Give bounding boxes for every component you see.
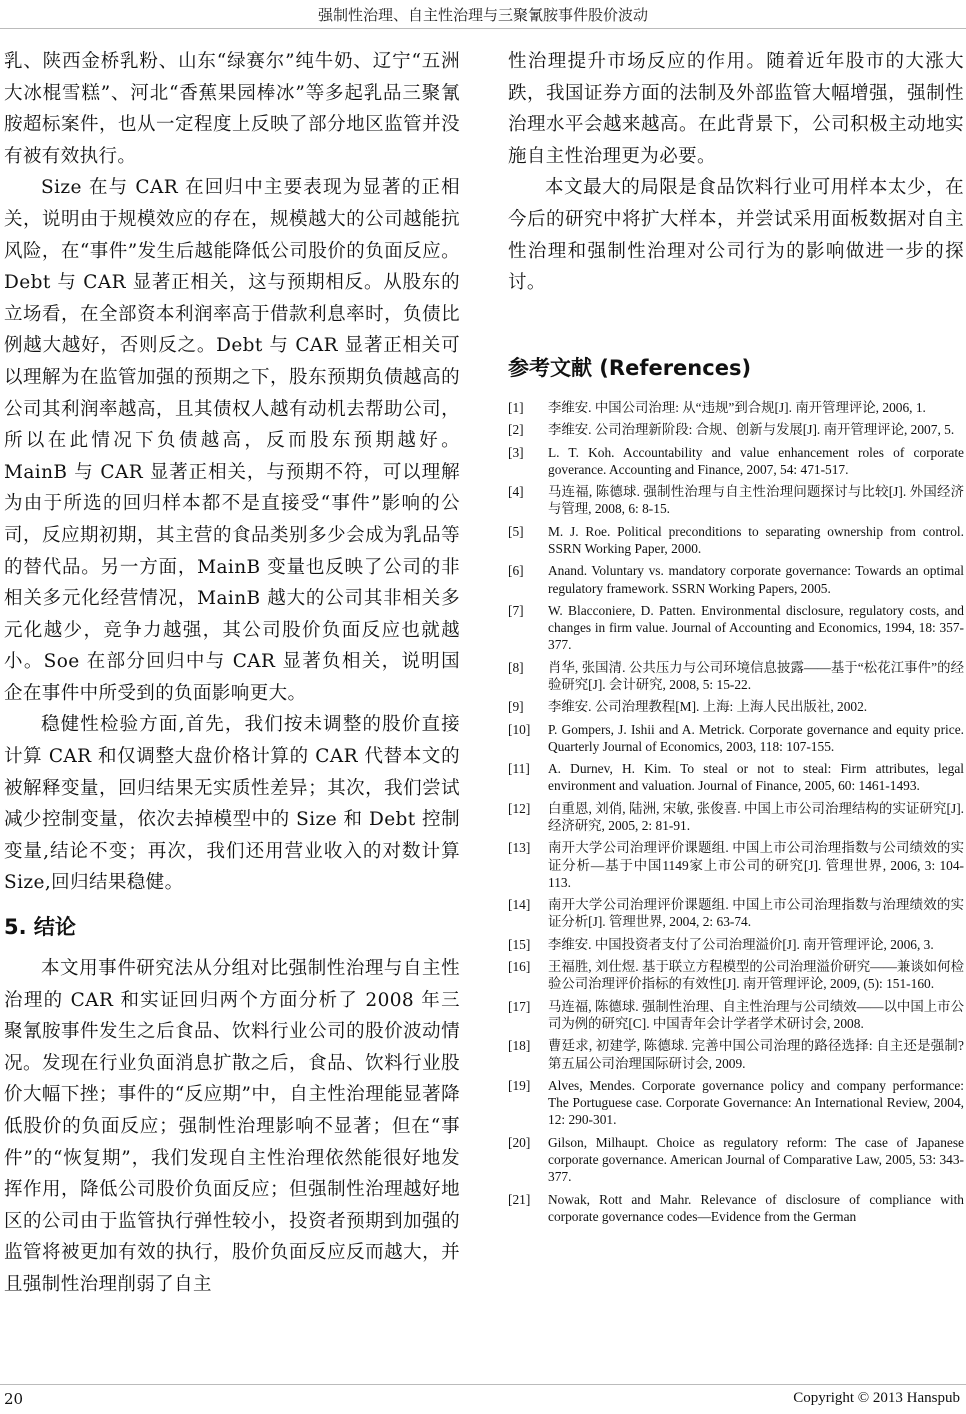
conclusion-paragraph: 本文用事件研究法从分组对比强制性治理与自主性治理的 CAR 和实证回归两个方面分析了 2008 年三聚氰胺事件发生之后食品、饮料行业公司的股价波动情况。发现在行业负面消息扩散之后，食品、饮料行业股价大幅下挫；事件的“反应期”中，自主性治理能显著降低股价的负面反应；强制性治理影响不显著；但在“事件”的“恢复期”，我们发现自主性治理依然能很好地发挥作用，降低公司股价负面反应；但强制性治理越好地区的公司由于监管执行弹性较小，投资者预期到加强的监管将被更加有效的执行，股价负面反应反而越大，并且强制性治理削弱了自主: [4, 958, 460, 1295]
reference-item: [508, 721, 964, 755]
section-title-conclusion: 5. 结论: [4, 915, 76, 940]
reference-item: [508, 444, 964, 478]
reference-item: [508, 936, 964, 953]
reference-text: 白重恩, 刘俏, 陆洲, 宋敏, 张俊喜. 中国上市公司治理结构的实证研究[J]. 经济研究, 2005, 2: 81-91.: [548, 800, 964, 834]
body-paragraph: 本文最大的局限是食品饮料行业可用样本太少，在今后的研究中将扩大样本，并尝试采用面板数据对自主性治理和强制性治理对公司行为的影响做进一步的探讨。: [508, 177, 964, 294]
reference-item: [508, 421, 964, 438]
reference-item: [508, 698, 964, 715]
reference-text: 曹廷求, 初建学, 陈德球. 完善中国公司治理的路径选择: 自主还是强制? 第五届公司治理国际研讨会, 2009.: [548, 1038, 964, 1071]
right-column: [508, 46, 964, 1376]
reference-number: [2]: [508, 422, 524, 438]
reference-number: [1]: [508, 399, 524, 415]
reference-item: [508, 1077, 964, 1129]
reference-text: 李维安. 中国投资者支付了公司治理溢价[J]. 南开管理评论, 2006, 3.: [548, 936, 934, 952]
reference-number: [5]: [508, 523, 524, 539]
page-number: 20: [4, 1390, 24, 1408]
reference-item: [508, 523, 964, 557]
reference-number: [8]: [508, 659, 524, 675]
reference-text: 李维安. 公司治理新阶段: 合规、创新与发展[J]. 南开管理评论, 2007, 5.: [548, 422, 955, 438]
reference-item: [508, 760, 964, 794]
reference-text: L. T. Koh. Accountability and value enhancement roles of corporate goverance. Accounting and Finance, 2007, 54: 471-517.: [548, 444, 964, 477]
body-paragraph: Size 在与 CAR 在回归中主要表现为显著的正相关，说明由于规模效应的存在，规模越大的公司越能抗风险，在“事件”发生后越能降低公司股价的负面反应。Debt 与 CAR 显著正相关，这与预期相反。从股东的立场看，在全部资本利润率高于借款利息率时，负债比例越大越好，否则反之。Debt 与 CAR 显著正相关可以理解为在监管加强的预期之下，股东预期负债越高的公司其利润率越高，且其债权人越有动机去帮助公司，所以在此情况下负债越高，反而股东预期越好。MainB 与 CAR 显著正相关，与预期不符，可以理解为由于所选的回归样本都不是直接受“事件”影响的公司，反应期初期，其主营的食品类别多少会成为乳品等的替代品。另一方面，MainB 变量也反映了公司的非相关多元化经营情况，MainB 越大的公司其非相关多元化越少，竞争力越强，其公司股价负面反应也就越小。Soe 在部分回归中与 CAR 显著负相关，说明国企在事件中所受到的负面影响更大。: [4, 177, 460, 704]
reference-text: 肖华, 张国清. 公共压力与公司环境信息披露——基于“松花江事件”的经验研究[J]. 会计研究, 2008, 5: 15-22.: [548, 659, 964, 692]
reference-text: A. Durnev, H. Kim. To steal or not to steal: Firm attributes, legal environment and valuation. Journal of Finance, 2005, 60: 1461-1493.: [548, 761, 964, 794]
reference-text: M. J. Roe. Political preconditions to separating ownership from control. SSRN Working Paper, 2000.: [548, 523, 964, 556]
reference-number: [10]: [508, 721, 531, 737]
body-paragraph: 性治理提升市场反应的作用。随着近年股市的大涨大跌，我国证券方面的法制及外部监管大幅增强，强制性治理水平会越来越高。在此背景下，公司积极主动地实施自主性治理更为必要。: [508, 51, 964, 167]
reference-text: W. Blacconiere, D. Patten. Environmental disclosure, regulatory costs, and changes in firm value. Journal of Accounting and Economics, 1994, 18: 357-377.: [548, 602, 964, 653]
reference-number: [3]: [508, 444, 524, 460]
copyright-notice: Copyright © 2013 Hanspub: [793, 1390, 960, 1406]
running-title: 强制性治理、自主性治理与三聚氰胺事件股价波动: [317, 6, 648, 24]
reference-number: [14]: [508, 897, 531, 913]
body-paragraph: 稳健性检验方面,首先，我们按未调整的股价直接计算 CAR 和仅调整大盘价格计算的 CAR 代替本文的被解释变量，回归结果无实质性差异；其次，我们尝试减少控制变量，依次去掉模型中的 Size 和 Debt 控制变量,结论不变；再次，我们还用营业收入的对数计算 Size,回归结果稳健。: [4, 714, 460, 894]
reference-text: 南开大学公司治理评价课题组. 中国上市公司治理指数与公司绩效的实证分析—基于中国1149家上市公司的研究[J]. 管理世界, 2006, 3: 104-113.: [548, 840, 964, 890]
body-paragraph: 乳、陕西金桥乳粉、山东“绿赛尔”纯牛奶、辽宁“五洲大冰棍雪糕”、河北“香蕉果园棒冰”等多起乳品三聚氰胺超标案件，也从一定程度上反映了部分地区监管并没有被有效执行。: [4, 51, 460, 167]
reference-item: [508, 800, 964, 834]
reference-item: [508, 1191, 964, 1225]
reference-text: Gilson, Milhaupt. Choice as regulatory reform: The case of Japanese corporate governance. American Journal of Comparative Law, 2005, 53: 343-377.: [548, 1134, 964, 1185]
reference-number: [13]: [508, 840, 531, 856]
reference-number: [15]: [508, 936, 531, 952]
reference-text: 马连福, 陈德球. 强制性治理与自主性治理问题探讨与比较[J]. 外国经济与管理, 2008, 6: 8-15.: [548, 484, 964, 517]
reference-item: [508, 602, 964, 654]
reference-item: [508, 483, 964, 517]
reference-number: [9]: [508, 699, 524, 715]
reference-item: [508, 399, 964, 416]
reference-text: 李维安. 公司治理教程[M]. 上海: 上海人民出版社, 2002.: [548, 699, 868, 715]
reference-item: [508, 1134, 964, 1186]
reference-text: 马连福, 陈德球. 强制性治理、自主性治理与公司绩效——以中国上市公司为例的研究[C]. 中国青年会计学者学术研讨会, 2008.: [548, 998, 964, 1032]
reference-number: [21]: [508, 1191, 531, 1207]
reference-number: [11]: [508, 761, 530, 777]
reference-text: 李维安. 中国公司治理: 从“违规”到合规[J]. 南开管理评论, 2006, 1.: [548, 399, 926, 415]
left-column: [4, 46, 460, 1376]
reference-number: [12]: [508, 800, 531, 816]
reference-item: [508, 1037, 964, 1071]
reference-text: 南开大学公司治理评价课题组. 中国上市公司治理指数与治理绩效的实证分析[J]. 管理世界, 2004, 2: 63-74.: [548, 897, 964, 930]
reference-number: [16]: [508, 959, 531, 975]
reference-item: [508, 998, 964, 1032]
reference-text: P. Gompers, J. Ishii and A. Metrick. Corporate governance and equity price. Quarterly Journal of Economics, 2003, 118: 107-155.: [548, 721, 964, 754]
reference-number: [4]: [508, 484, 524, 500]
reference-number: [6]: [508, 563, 524, 579]
reference-item: [508, 896, 964, 930]
reference-text: 王福胜, 刘仕煜. 基于联立方程模型的公司治理溢价研究——兼谈如何检验公司治理评价指标的有效性[J]. 南开管理评论, 2009, (5): 151-160.: [548, 959, 964, 992]
reference-item: [508, 562, 964, 596]
reference-text: Anand. Voluntary vs. mandatory corporate governance: Towards an optimal regulatory framework. SSRN Working Papers, 2005.: [548, 563, 964, 596]
reference-item: [508, 839, 964, 891]
header-rule: [0, 28, 966, 29]
references-title: 参考文献 (References): [508, 355, 752, 380]
reference-number: [18]: [508, 1038, 531, 1054]
reference-text: Alves, Mendes. Corporate governance policy and company performance: The Portuguese case. Corporate Governance: An International Review, 2004, 12: 290-301.: [548, 1078, 964, 1128]
reference-item: [508, 958, 964, 992]
reference-number: [19]: [508, 1078, 531, 1094]
references-list: [508, 399, 964, 1225]
reference-number: [7]: [508, 602, 524, 618]
reference-text: Nowak, Rott and Mahr. Relevance of disclosure of compliance with corporate governance codes—Evidence from the German: [548, 1191, 964, 1224]
reference-number: [17]: [508, 998, 531, 1014]
reference-item: [508, 659, 964, 693]
footer-rule: [0, 1384, 966, 1385]
reference-number: [20]: [508, 1134, 531, 1150]
